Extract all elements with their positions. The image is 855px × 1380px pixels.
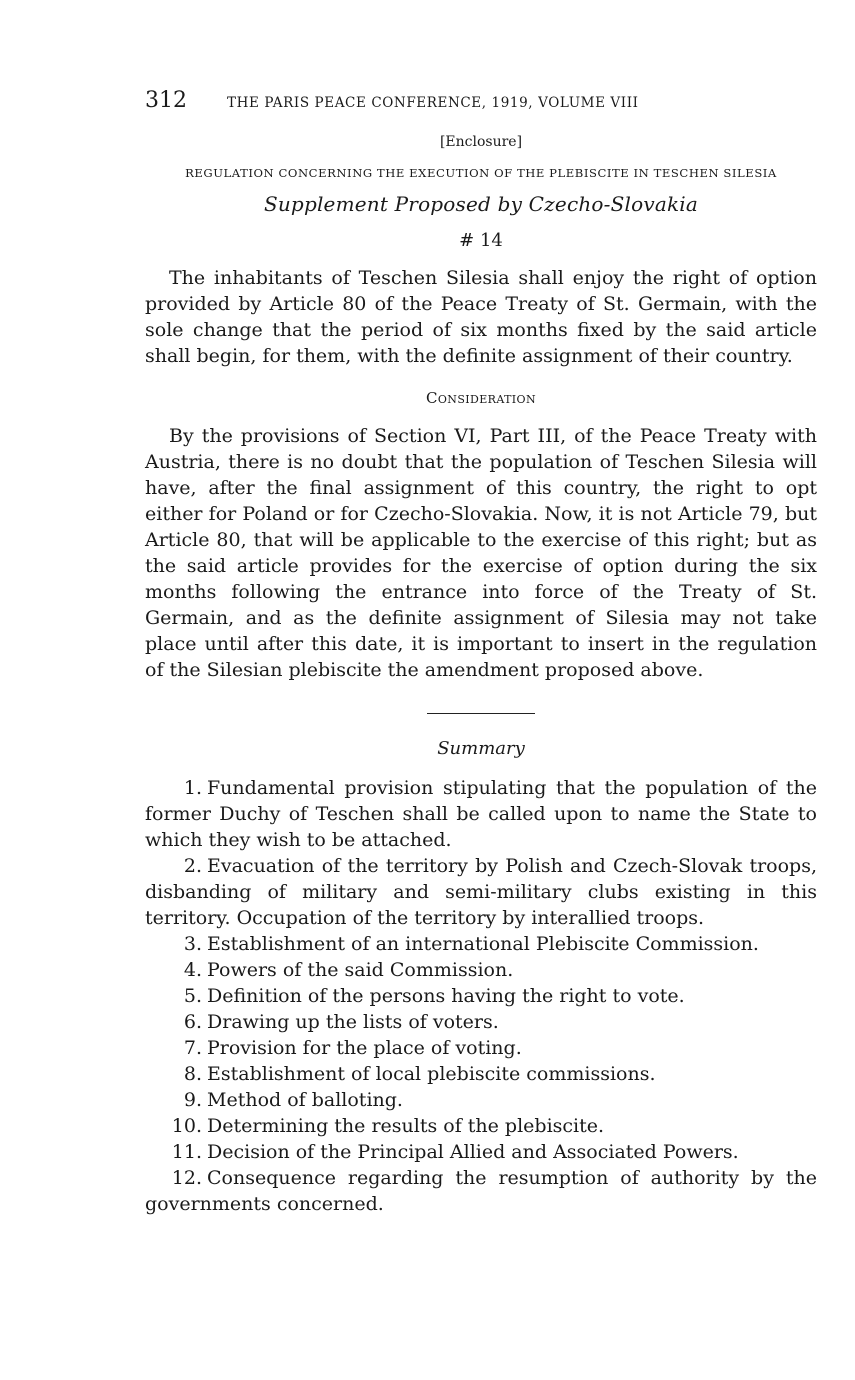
- summary-item-number: 1.: [183, 777, 202, 799]
- summary-item-number: 2.: [183, 855, 202, 877]
- supplement-heading: Supplement Proposed by Czecho-Slovakia: [263, 192, 699, 216]
- consideration-paragraph: By the provisions of Section VI, Part III, of the Peace Treaty with Austria, there is no doubt that the population of Teschen Silesia will have, after the final assignment of this country, the right to opt either for Poland or for Czecho-Slovakia. Now, it is not Article 79, but Article 80, that will be applicable to the exercise of this right; but as the said article provides for the exercise of option during the six months following the entrance into force of the Treaty of St. Germain, and as the definite assignment of Silesia may not take place until after this date, it is important to insert in the regulation of the Silesian plebiscite the amendment proposed above.: [145, 425, 817, 681]
- summary-item: [145, 853, 817, 931]
- summary-item-text: Powers of the said Commission.: [207, 959, 514, 981]
- section-divider: [427, 713, 535, 714]
- summary-item: [145, 1165, 817, 1217]
- summary-item-text: Decision of the Principal Allied and Associated Powers.: [207, 1141, 739, 1163]
- summary-item-text: Establishment of an international Plebiscite Commission.: [207, 933, 759, 955]
- summary-item-text: Fundamental provision stipulating that the population of the former Duchy of Teschen shall be called upon to name the State to which they wish to be attached.: [145, 777, 817, 851]
- document-page: [145, 88, 817, 1217]
- summary-item-text: Drawing up the lists of voters.: [207, 1011, 499, 1033]
- page-number: 312: [145, 88, 187, 113]
- summary-item-text: Method of balloting.: [207, 1089, 403, 1111]
- summary-heading: Summary: [437, 738, 525, 759]
- summary-item: [145, 1087, 817, 1113]
- section-number: # 14: [459, 230, 503, 251]
- summary-item-number: 9.: [183, 1089, 202, 1111]
- summary-list: [145, 775, 817, 1217]
- enclosure-label: [Enclosure]: [439, 134, 523, 150]
- summary-item-number: 8.: [183, 1063, 202, 1085]
- summary-item: [145, 1113, 817, 1139]
- summary-item-number: 11.: [171, 1141, 202, 1163]
- consideration-heading: Consideration: [426, 389, 536, 407]
- summary-item-text: Establishment of local plebiscite commissions.: [207, 1063, 656, 1085]
- summary-item-text: Consequence regarding the resumption of authority by the governments concerned.: [145, 1167, 817, 1215]
- summary-item: [145, 775, 817, 853]
- summary-item: [145, 1009, 817, 1035]
- summary-item-number: 5.: [183, 985, 202, 1007]
- summary-item: [145, 1035, 817, 1061]
- summary-item: [145, 931, 817, 957]
- summary-item-number: 7.: [183, 1037, 202, 1059]
- summary-item-text: Evacuation of the territory by Polish and Czech-Slovak troops, disbanding of military and semi-military clubs existing in this territory. Occupation of the territory by interallied troops.: [145, 855, 817, 929]
- summary-item-text: Definition of the persons having the right to vote.: [207, 985, 685, 1007]
- summary-item: [145, 1061, 817, 1087]
- summary-item-number: 10.: [171, 1115, 202, 1137]
- summary-item-text: Determining the results of the plebiscite.: [207, 1115, 605, 1137]
- summary-item-text: Provision for the place of voting.: [207, 1037, 522, 1059]
- summary-item-number: 3.: [183, 933, 202, 955]
- summary-item-number: 6.: [183, 1011, 202, 1033]
- summary-item: [145, 1139, 817, 1165]
- summary-item: [145, 957, 817, 983]
- summary-item: [145, 983, 817, 1009]
- running-header: [145, 88, 817, 122]
- summary-item-number: 4.: [183, 959, 202, 981]
- running-title: THE PARIS PEACE CONFERENCE, 1919, VOLUME VIII: [227, 95, 639, 111]
- regulation-title: REGULATION CONCERNING THE EXECUTION OF THE PLEBISCITE IN TESCHEN SILESIA: [185, 166, 777, 180]
- summary-item-number: 12.: [171, 1167, 202, 1189]
- option-paragraph: The inhabitants of Teschen Silesia shall enjoy the right of option provided by Article 80 of the Peace Treaty of St. Germain, with the sole change that the period of six months fixed by the said article shall begin, for them, with the definite assignment of their country.: [145, 267, 817, 367]
